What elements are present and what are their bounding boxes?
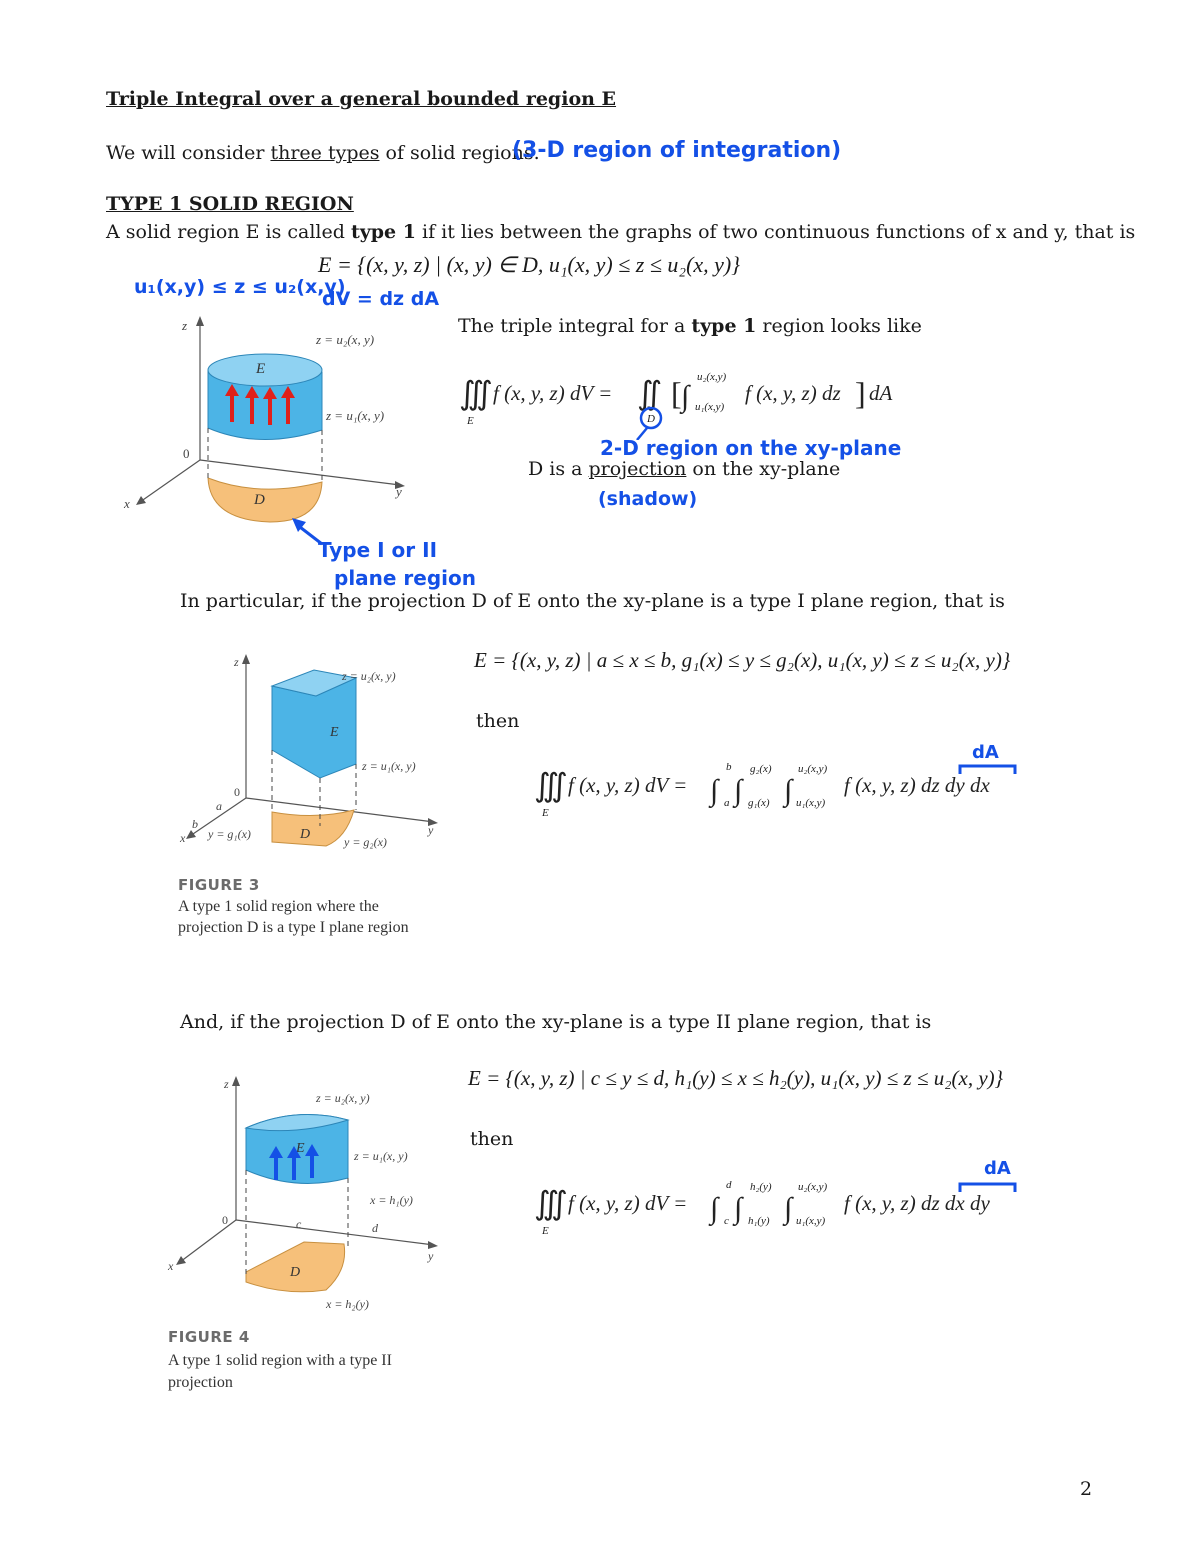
svg-text:f (x, y, z) dV =: f (x, y, z) dV = <box>493 381 613 405</box>
svg-text:y: y <box>396 484 402 499</box>
section-heading-type1: TYPE 1 SOLID REGION <box>106 193 354 215</box>
figure-4-solid <box>166 1070 456 1320</box>
svg-text:z: z <box>182 318 188 333</box>
figure-4-caption-line1: A type 1 solid region with a type II <box>168 1352 392 1369</box>
handwritten-da-1: dA <box>972 742 999 763</box>
intro-before: We will consider <box>106 142 271 164</box>
case1-text: In particular, if the projection D of E onto the xy-plane is a type I plane region, that is <box>180 590 1005 612</box>
intro-after-text: region looks like <box>756 315 922 337</box>
svg-text:∫: ∫ <box>784 1192 793 1225</box>
svg-text:∫: ∫ <box>734 774 743 807</box>
svg-text:b: b <box>726 761 732 773</box>
svg-text:∭: ∭ <box>459 375 493 411</box>
figure-3-caption-line1: A type 1 solid region where the <box>178 898 379 915</box>
svg-text:u₂(x,y): u₂(x,y) <box>798 1181 828 1193</box>
svg-text:dA: dA <box>869 381 893 405</box>
intro-bold-text: type 1 <box>691 315 757 337</box>
svg-text:0: 0 <box>183 446 190 461</box>
svg-text:∭: ∭ <box>534 767 568 803</box>
handwritten-note-3d: (3-D region of integration) <box>512 138 842 163</box>
figure-3-solid <box>176 650 456 860</box>
svg-text:∫: ∫ <box>710 1192 719 1225</box>
svg-text:f (x, y, z) dz dx dy: f (x, y, z) dz dx dy <box>844 1191 990 1215</box>
svg-text:h₂(y): h₂(y) <box>750 1181 772 1193</box>
svg-text:u₂(x,y): u₂(x,y) <box>697 371 727 383</box>
svg-text:a: a <box>216 799 222 813</box>
handwritten-plane-type: Type I or II <box>318 538 438 562</box>
integral-formula-case1 <box>530 752 1050 832</box>
intro-underlined: three types <box>270 142 380 164</box>
type1-definition <box>106 221 1135 243</box>
svg-text:∫: ∫ <box>710 774 719 807</box>
svg-text:y: y <box>428 823 434 837</box>
svg-text:f (x, y, z) dz dy dx: f (x, y, z) dz dy dx <box>844 773 990 797</box>
svg-text:c: c <box>724 1215 729 1227</box>
svg-text:z = u₁(x, y): z = u₁(x, y) <box>326 408 385 423</box>
svg-text:d: d <box>726 1179 732 1191</box>
intro-after: of solid regions. <box>379 142 540 164</box>
svg-text:f (x, y, z) dV =: f (x, y, z) dV = <box>568 1191 688 1215</box>
integral-formula-case2 <box>530 1170 1050 1250</box>
svg-text:u₁(x,y): u₁(x,y) <box>695 401 725 413</box>
svg-text:0: 0 <box>222 1213 228 1227</box>
svg-text:∫: ∫ <box>681 380 690 413</box>
svg-text:[: [ <box>671 375 682 411</box>
svg-text:z = u₁(x, y): z = u₁(x, y) <box>354 1149 408 1163</box>
svg-text:z = u₂(x, y): z = u₂(x, y) <box>342 669 396 683</box>
page-number: 2 <box>1080 1478 1093 1500</box>
svg-text:y = g₂(x): y = g₂(x) <box>344 835 387 849</box>
svg-text:a: a <box>724 797 730 809</box>
svg-text:d: d <box>372 1221 378 1235</box>
svg-text:]: ] <box>855 375 866 411</box>
svg-text:D: D <box>300 827 311 842</box>
page-title: Triple Integral over a general bounded region E <box>106 88 617 110</box>
svg-text:∭: ∭ <box>534 1185 568 1221</box>
svg-text:u₁(x,y): u₁(x,y) <box>796 797 826 809</box>
svg-text:D: D <box>647 413 655 425</box>
projection-text <box>528 458 840 480</box>
svg-text:x: x <box>124 496 130 511</box>
svg-text:x: x <box>168 1259 174 1273</box>
svg-text:x = h₂(y): x = h₂(y) <box>326 1297 369 1311</box>
svg-text:y = g₁(x): y = g₁(x) <box>208 827 251 841</box>
proj-after: on the xy-plane <box>686 458 841 480</box>
svg-text:u₂(x,y): u₂(x,y) <box>798 763 828 775</box>
svg-text:z: z <box>224 1077 229 1091</box>
svg-text:E: E <box>296 1141 305 1156</box>
integral-intro <box>458 315 922 337</box>
integral-formula-type1 <box>455 360 915 440</box>
proj-before: D is a <box>528 458 589 480</box>
svg-text:z = u₂(x, y): z = u₂(x, y) <box>316 1091 370 1105</box>
svg-text:f (x, y, z) dV =: f (x, y, z) dV = <box>568 773 688 797</box>
handwritten-da-2: dA <box>984 1158 1011 1179</box>
svg-text:z = u₂(x, y): z = u₂(x, y) <box>316 332 375 347</box>
svg-text:∫: ∫ <box>784 774 793 807</box>
proj-underlined: projection <box>588 458 687 480</box>
svg-text:∫: ∫ <box>734 1192 743 1225</box>
svg-text:g₂(x): g₂(x) <box>750 763 772 775</box>
handwritten-plane-region: plane region <box>334 566 477 590</box>
svg-text:x: x <box>180 831 186 845</box>
case1-then: then <box>476 710 520 732</box>
svg-text:c: c <box>296 1217 302 1231</box>
figure-4-caption-line2: projection <box>168 1374 233 1391</box>
def-before: A solid region E is called <box>106 221 351 243</box>
def-after: if it lies between the graphs of two continuous functions of x and y, that is <box>415 221 1136 243</box>
svg-text:h₁(y): h₁(y) <box>748 1215 770 1227</box>
svg-text:0: 0 <box>234 785 240 799</box>
svg-text:E: E <box>542 807 549 819</box>
figure-3-caption-line2: projection D is a type I plane region <box>178 919 409 936</box>
svg-text:x = h₁(y): x = h₁(y) <box>370 1193 413 1207</box>
svg-text:E: E <box>256 361 266 377</box>
svg-text:E: E <box>330 725 339 740</box>
figure-type1-solid <box>110 310 440 550</box>
svg-text:D: D <box>254 492 265 508</box>
handwritten-dv: dV = dz dA <box>322 288 440 310</box>
svg-text:y: y <box>428 1249 434 1263</box>
svg-text:∬: ∬ <box>637 375 663 411</box>
case2-text: And, if the projection D of E onto the xy-plane is a type II plane region, that is <box>180 1011 932 1033</box>
svg-text:z = u₁(x, y): z = u₁(x, y) <box>362 759 416 773</box>
handwritten-bounds: u₁(x,y) ≤ z ≤ u₂(x,y) <box>134 276 346 298</box>
svg-text:f (x, y, z) dz: f (x, y, z) dz <box>745 381 841 405</box>
handwritten-shadow: (shadow) <box>598 488 698 510</box>
svg-text:z: z <box>234 655 239 669</box>
def-bold: type 1 <box>350 221 416 243</box>
case2-set: E = {(x, y, z) | c ≤ y ≤ d, h₁(y) ≤ x ≤ h₂(y), u₁(x, y) ≤ z ≤ u₂(x, y)} <box>468 1066 1004 1090</box>
figure-3-title: FIGURE 3 <box>178 876 260 894</box>
type1-set-definition: E = {(x, y, z) | (x, y) ∈ D, u₁(x, y) ≤ z ≤ u₂(x, y)} <box>318 252 741 277</box>
svg-text:E: E <box>542 1225 549 1237</box>
case2-then: then <box>470 1128 514 1150</box>
svg-text:g₁(x): g₁(x) <box>748 797 770 809</box>
svg-text:b: b <box>192 817 198 831</box>
svg-text:E: E <box>467 415 474 427</box>
svg-text:u₁(x,y): u₁(x,y) <box>796 1215 826 1227</box>
intro-text <box>106 142 540 164</box>
case1-set: E = {(x, y, z) | a ≤ x ≤ b, g₁(x) ≤ y ≤ g₂(x), u₁(x, y) ≤ z ≤ u₂(x, y)} <box>474 648 1011 672</box>
figure-4-title: FIGURE 4 <box>168 1328 250 1346</box>
intro-before-text: The triple integral for a <box>458 315 692 337</box>
handwritten-2d-region: 2-D region on the xy-plane <box>600 436 902 460</box>
svg-text:D: D <box>290 1265 301 1280</box>
